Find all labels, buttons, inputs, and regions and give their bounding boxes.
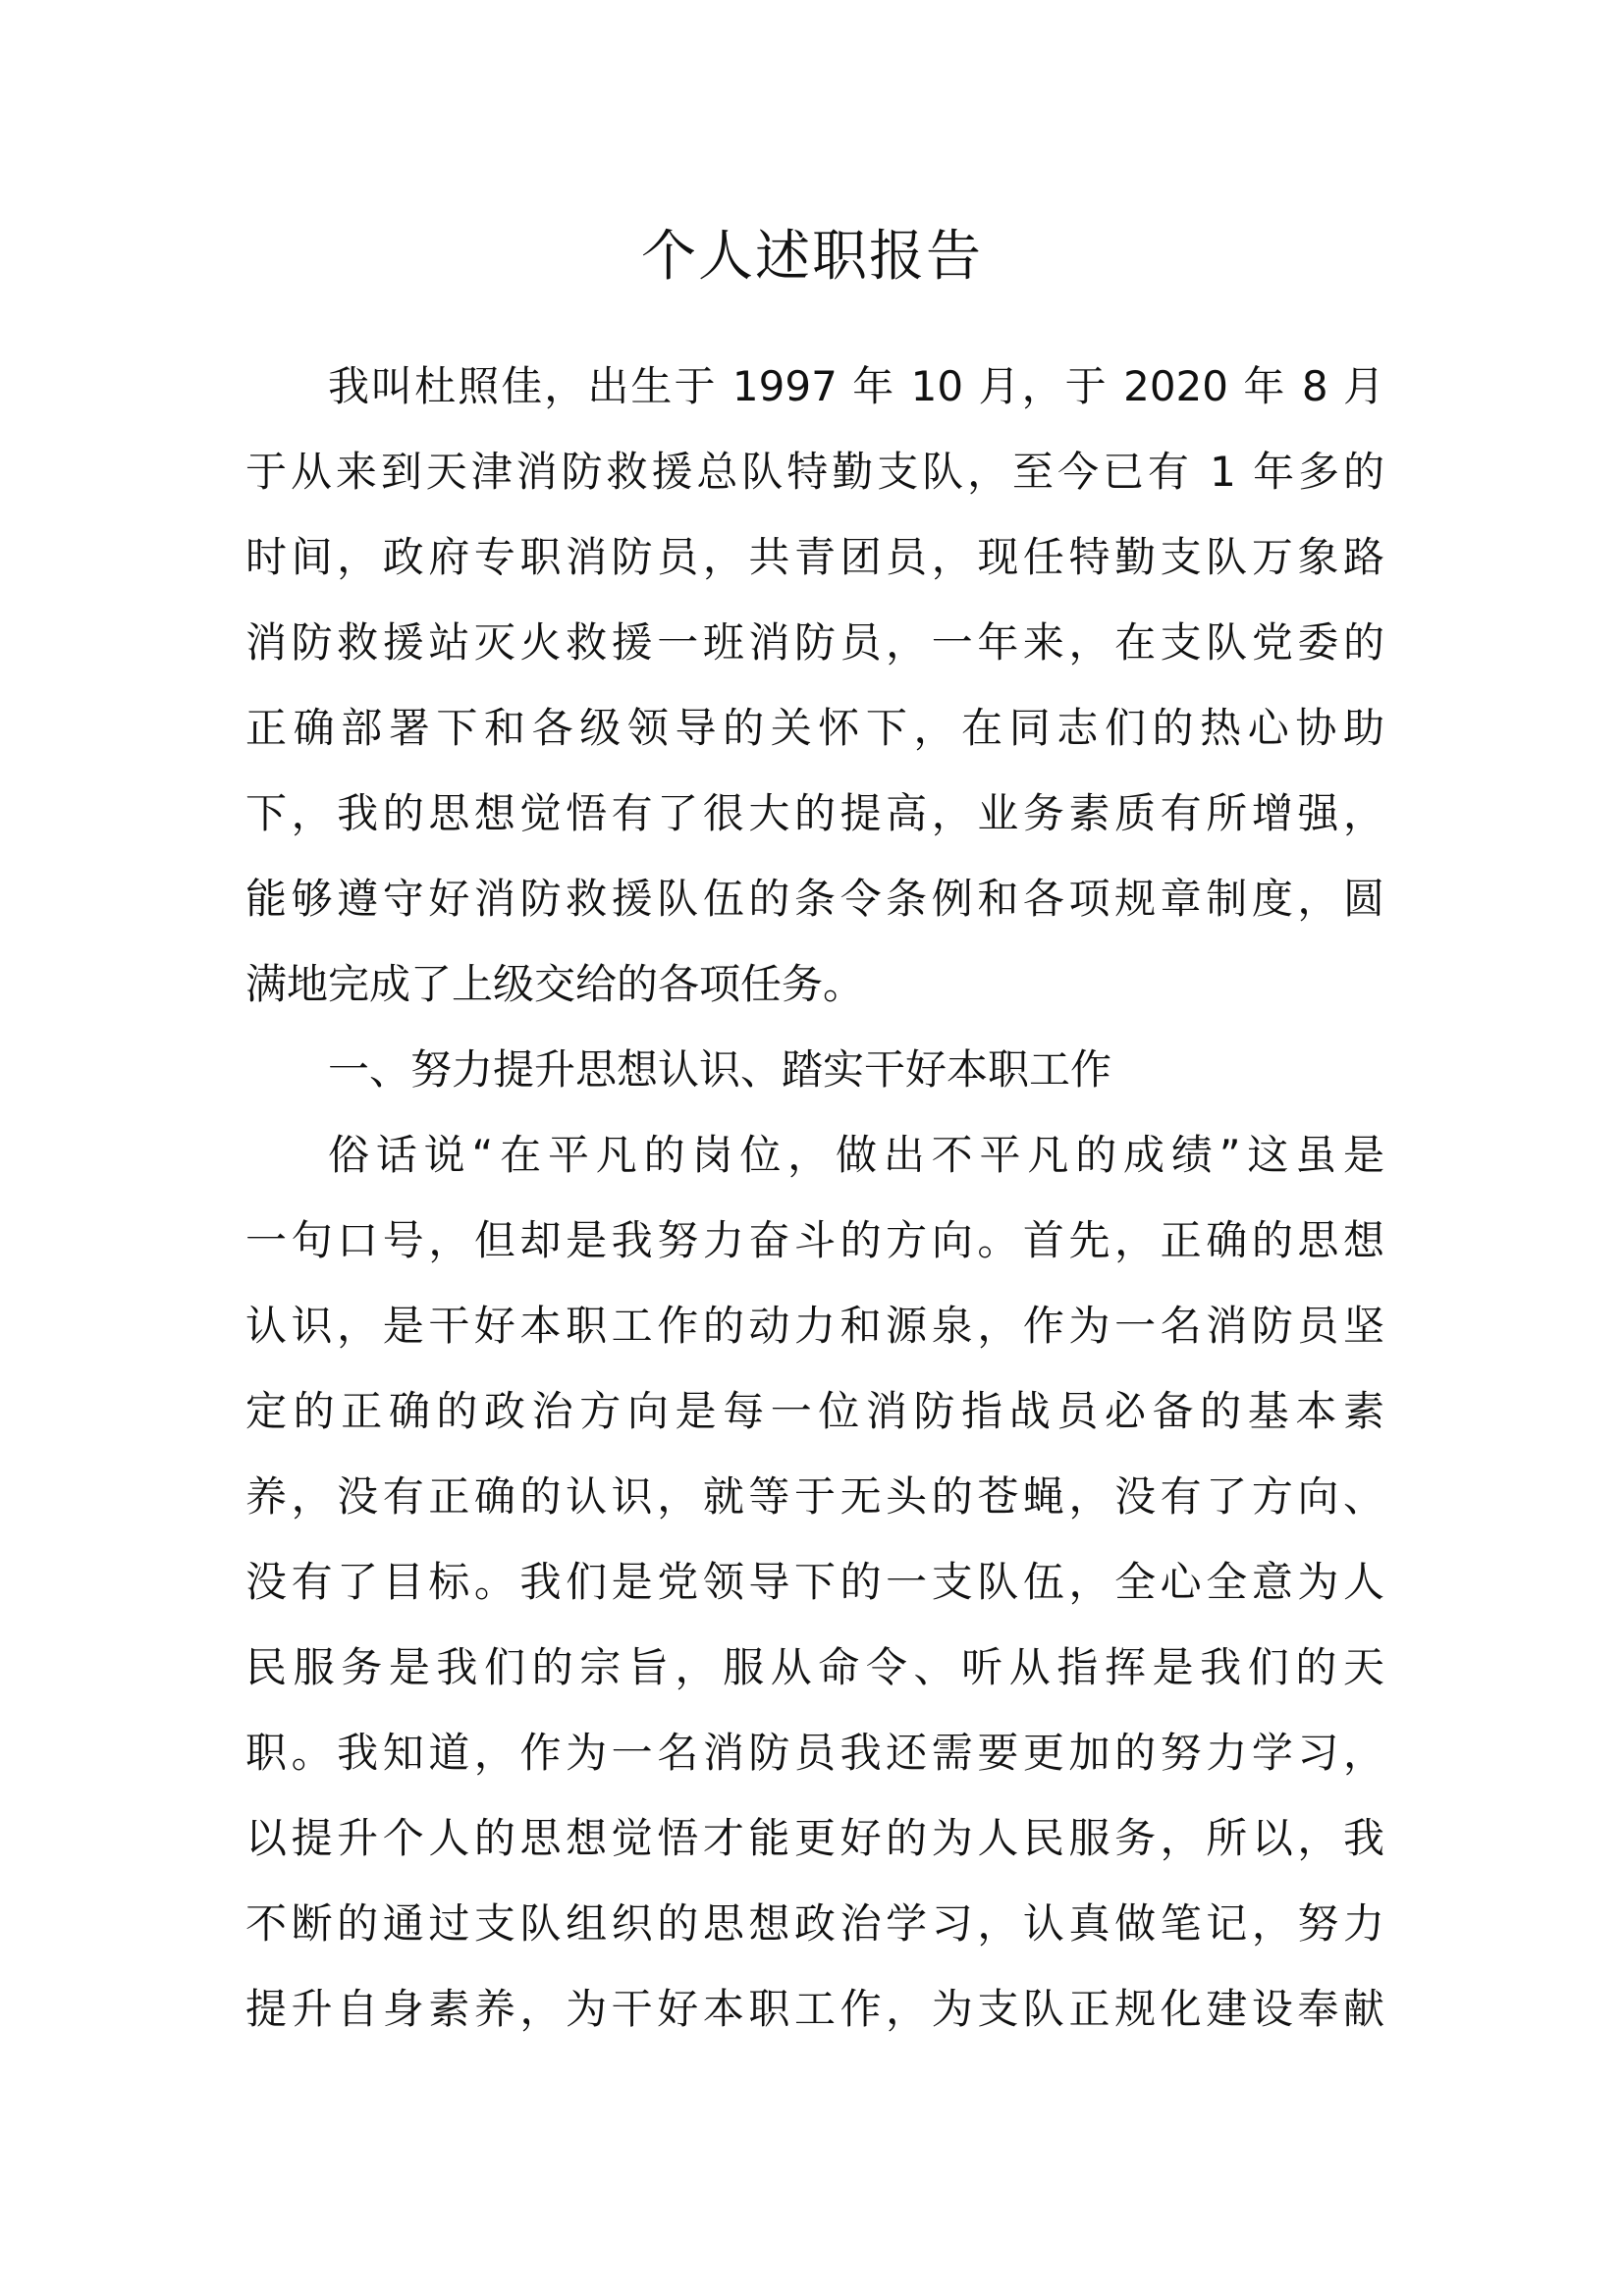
body-line: 提升自身素养，为干好本职工作，为支队正规化建设奉献 bbox=[245, 1985, 1384, 2033]
body-line: 民服务是我们的宗旨，服从命令、听从指挥是我们的天 bbox=[245, 1643, 1384, 1691]
body-line: 于从来到天津消防救援总队特勤支队，至今已有 1 年多的 bbox=[245, 448, 1384, 496]
body-line: 定的正确的政治方向是每一位消防指战员必备的基本素 bbox=[245, 1387, 1384, 1435]
body-line: 养，没有正确的认识，就等于无头的苍蝇，没有了方向、 bbox=[245, 1472, 1384, 1521]
body-line: 不断的通过支队组织的思想政治学习，认真做笔记，努力 bbox=[245, 1899, 1384, 1948]
body-line: 满地完成了上级交给的各项任务。 bbox=[245, 960, 865, 1008]
body-line: 我叫杜照佳，出生于 1997 年 10 月，于 2020 年 8 月 bbox=[328, 362, 1384, 410]
body-line: 一句口号，但却是我努力奋斗的方向。首先，正确的思想 bbox=[245, 1216, 1384, 1264]
body-line: 俗话说“在平凡的岗位，做出不平凡的成绩”这虽是 bbox=[328, 1131, 1384, 1179]
body-line: 以提升个人的思想觉悟才能更好的为人民服务，所以，我 bbox=[245, 1814, 1384, 1862]
body-line: 消防救援站灭火救援一班消防员，一年来，在支队党委的 bbox=[245, 618, 1384, 667]
body-line: 时间，政府专职消防员，共青团员，现任特勤支队万象路 bbox=[245, 533, 1384, 581]
body-line: 没有了目标。我们是党领导下的一支队伍，全心全意为人 bbox=[245, 1558, 1384, 1606]
document-title: 个人述职报告 bbox=[641, 225, 983, 289]
body-line: 正确部署下和各级领导的关怀下，在同志们的热心协助 bbox=[245, 704, 1384, 752]
section-heading: 一、努力提升思想认识、踏实干好本职工作 bbox=[328, 1045, 1112, 1094]
body-line: 下，我的思想觉悟有了很大的提高，业务素质有所增强， bbox=[245, 789, 1384, 837]
body-line: 认识，是干好本职工作的动力和源泉，作为一名消防员坚 bbox=[245, 1302, 1384, 1350]
body-line: 能够遵守好消防救援队伍的条令条例和各项规章制度，圆 bbox=[245, 875, 1384, 923]
body-line: 职。我知道，作为一名消防员我还需要更加的努力学习， bbox=[245, 1729, 1384, 1777]
